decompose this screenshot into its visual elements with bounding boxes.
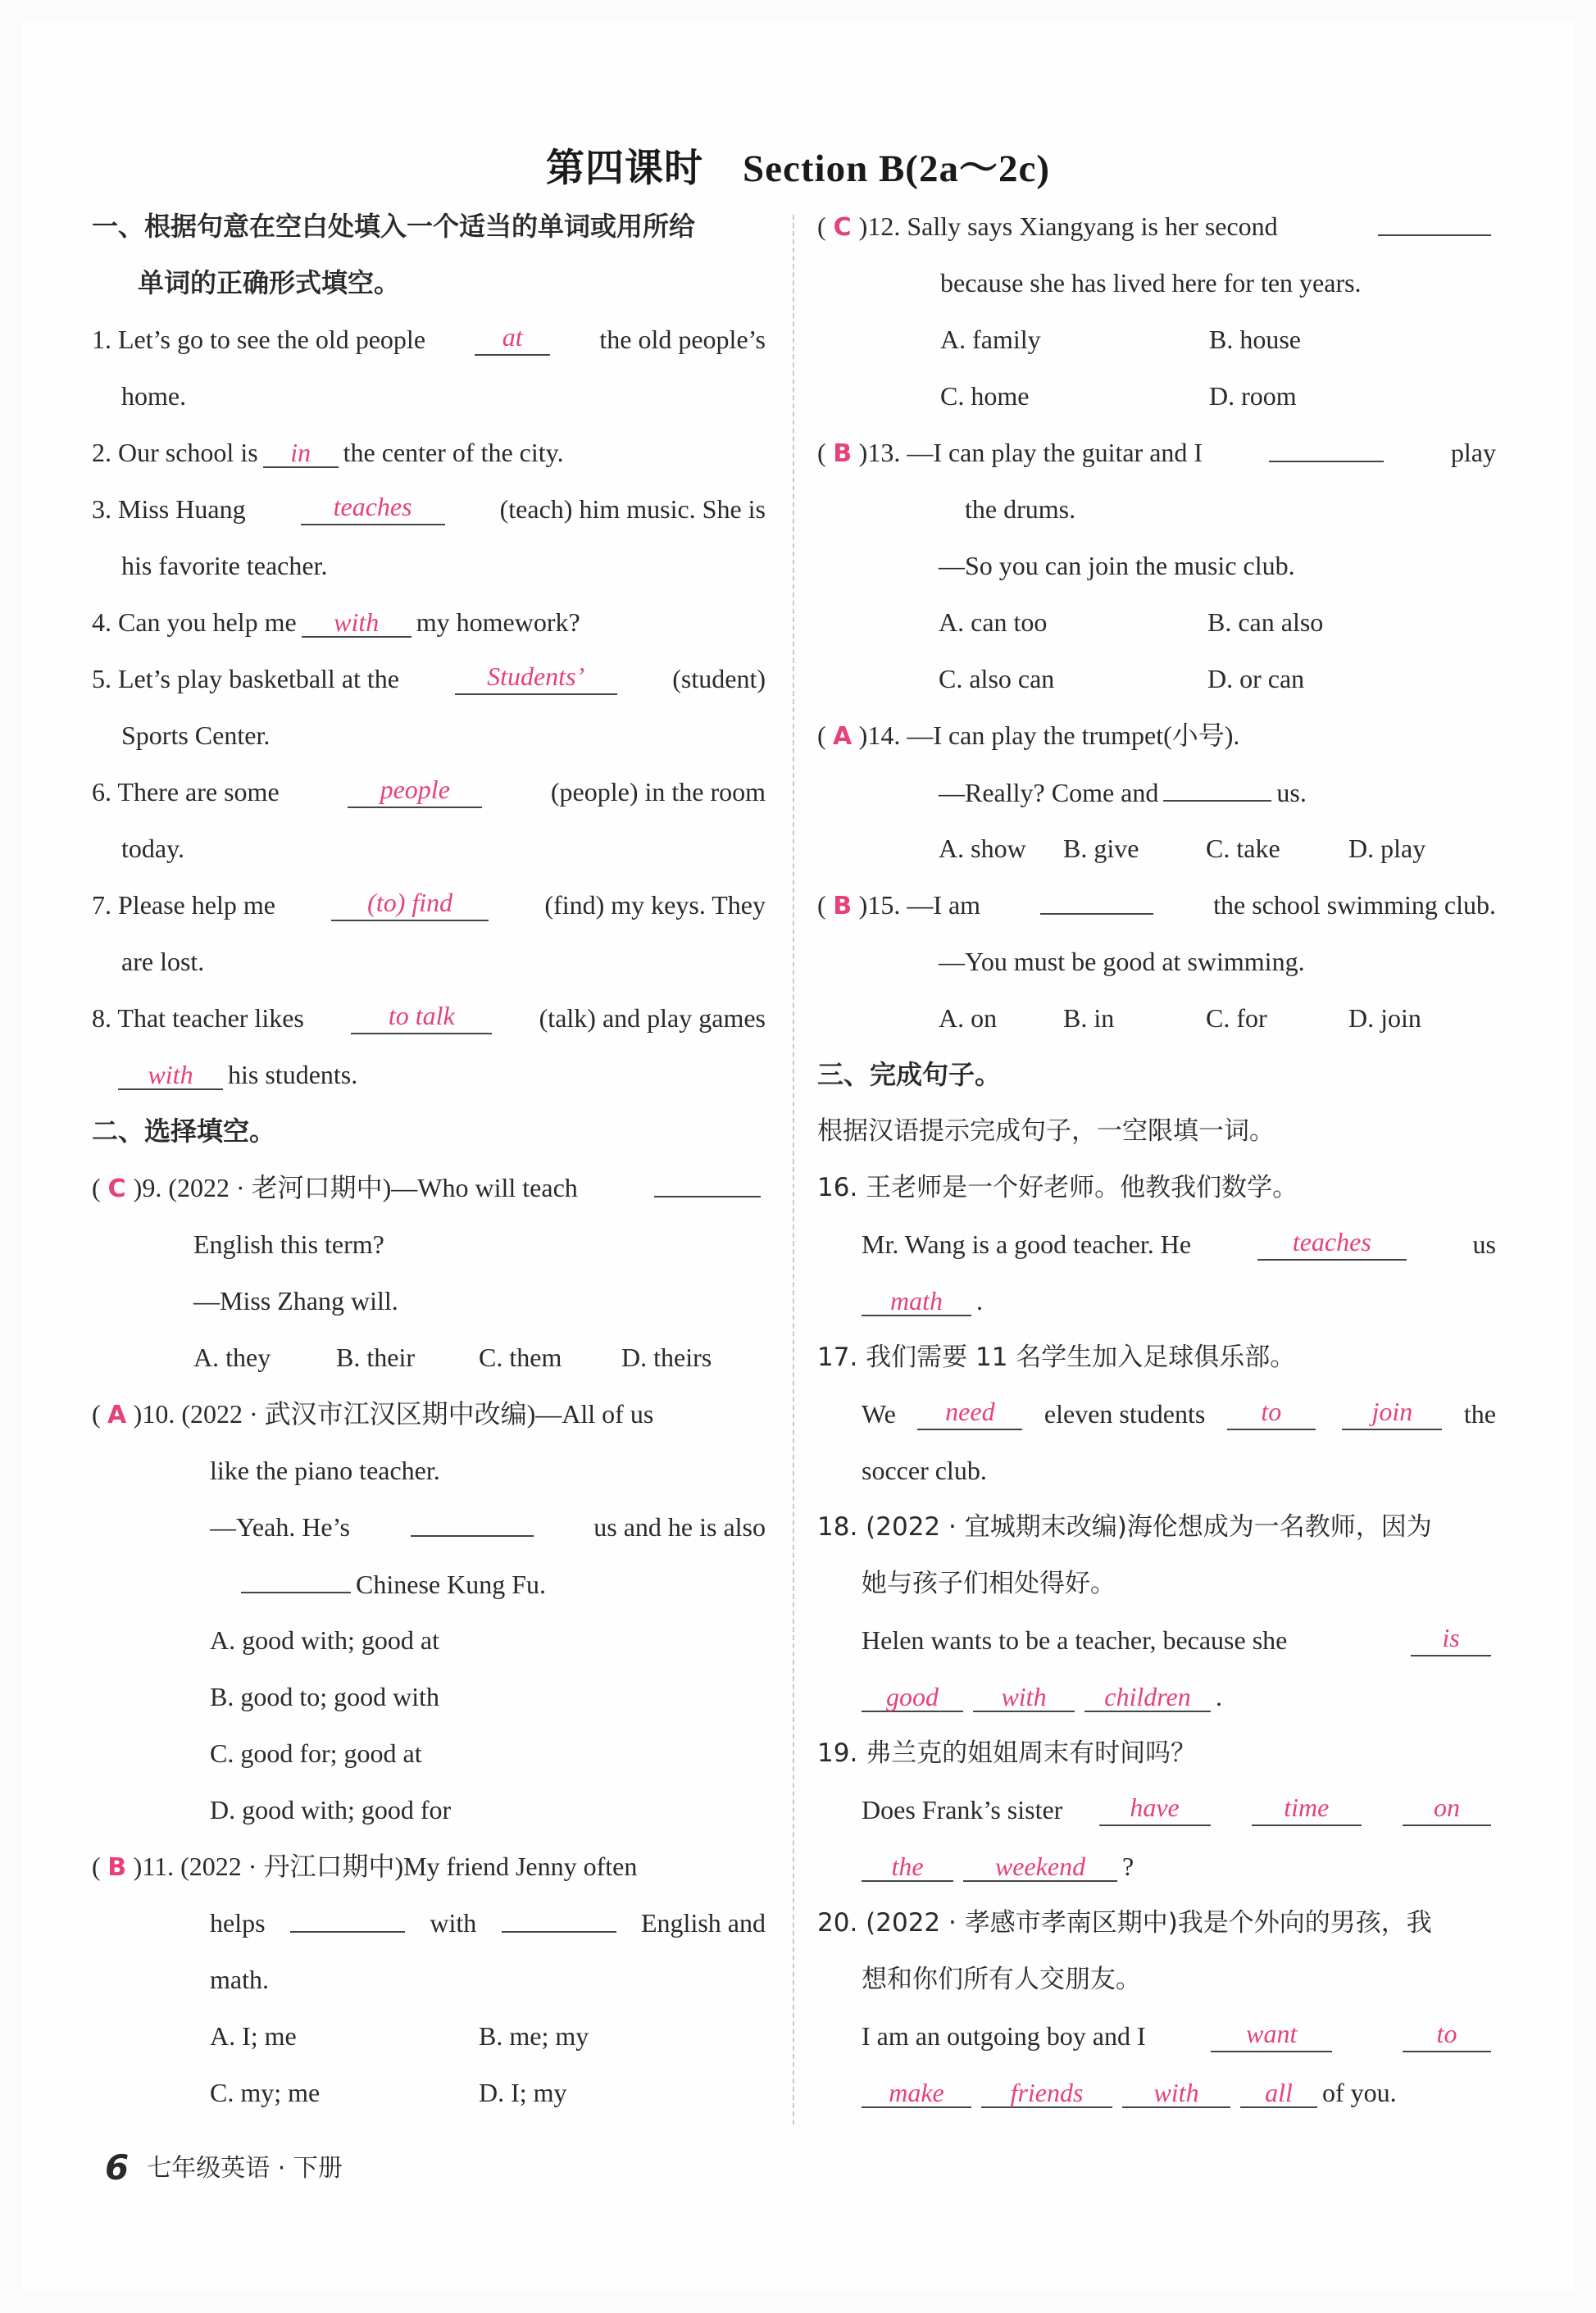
question-18 — [862, 1624, 1496, 1656]
q11-blank-1 — [290, 1906, 405, 1933]
q14-text-3: us. — [1276, 778, 1307, 807]
q5-answer: Students’ — [455, 662, 617, 695]
q16-text-3: . — [976, 1286, 983, 1316]
q16-chinese: 16. 王老师是一个好老师。他教我们数学。 — [817, 1173, 1298, 1202]
question-15: ( B )15. —I am the school swimming club. — [817, 888, 1496, 923]
q13-text: )13. —I can play the guitar and I — [858, 438, 1203, 467]
column-divider — [793, 215, 794, 2124]
q11-text-3: with — [430, 1908, 477, 1938]
q1-text: 1. Let’s go to see the old people — [92, 325, 426, 354]
q19-answer-2: time — [1252, 1793, 1362, 1826]
q9-blank — [654, 1171, 761, 1197]
part1-heading-cont: 单词的正确形式填空。 — [138, 267, 401, 298]
question-8 — [92, 1002, 766, 1034]
q10-text-3: —Yeah. He’s — [210, 1512, 350, 1542]
q17-chinese: 17. 我们需要 11 名学生加入足球俱乐部。 — [817, 1343, 1296, 1372]
q1-answer: at — [475, 323, 550, 356]
q13-option-a: A. can too — [939, 607, 1048, 637]
page-number: 6 — [105, 2147, 130, 2188]
q20-answer-4: friends — [981, 2079, 1112, 2108]
q8-text-3: his students. — [228, 1060, 358, 1089]
q9-option-b: B. their — [336, 1343, 415, 1372]
q12-blank — [1378, 210, 1491, 236]
q7-answer: (to) find — [331, 888, 489, 921]
q10-text-5: Chinese Kung Fu. — [356, 1570, 546, 1599]
q18-chinese-2: 她与孩子们相处得好。 — [862, 1569, 1116, 1598]
q17-text-4: soccer club. — [862, 1456, 987, 1485]
q11-text-4: English and — [641, 1908, 766, 1938]
q9-text-3: —Miss Zhang will. — [193, 1286, 398, 1316]
q14-text-2: —Really? Come and — [939, 778, 1159, 807]
q19-text: Does Frank’s sister — [862, 1795, 1063, 1824]
question-17 — [862, 1397, 1496, 1430]
question-10-line4 — [236, 1567, 546, 1601]
question-11: ( B )11. (2022 · 丹江口期中)My friend Jenny often — [92, 1850, 637, 1884]
question-7 — [92, 888, 766, 921]
q1-text-2: the old people’s — [599, 325, 766, 354]
q11-option-c: C. my; me — [210, 2078, 321, 2107]
q3-text-2: (teach) him music. She is — [499, 494, 766, 524]
q16-answer-2: math — [862, 1287, 971, 1316]
question-10: ( A )10. (2022 · 武汉市江汉区期中改编)—All of us — [92, 1397, 653, 1432]
part3-instruction: 根据汉语提示完成句子，一空限填一词。 — [817, 1116, 1275, 1146]
q7-text-3: are lost. — [121, 947, 205, 976]
question-19 — [862, 1793, 1496, 1826]
q20-text: I am an outgoing boy and I — [862, 2021, 1146, 2051]
q11-option-b: B. me; my — [479, 2021, 589, 2051]
q13-text-4: —So you can join the music club. — [939, 551, 1295, 580]
question-13: ( B )13. —I can play the guitar and I play — [817, 436, 1496, 470]
q19-chinese: 19. 弗兰克的姐姐周末有时间吗？ — [817, 1738, 1197, 1768]
q20-text-2: of you. — [1322, 2078, 1397, 2107]
q9-text-2: English this term? — [193, 1229, 384, 1259]
q13-options-row2 — [939, 662, 1398, 695]
q8-text-2: (talk) and play games — [539, 1003, 766, 1033]
question-14: ( A )14. —I can play the trumpet(小号). — [817, 719, 1239, 753]
q17-text: We — [862, 1399, 896, 1429]
q18-answer-1: is — [1411, 1624, 1491, 1656]
q13-key: B — [833, 439, 853, 468]
q10-text-4: us and he is also — [593, 1512, 766, 1542]
q14-text: )14. —I can play the trumpet(小号). — [858, 720, 1240, 750]
q5-text-2: (student) — [672, 664, 766, 693]
q18-text-2: . — [1216, 1682, 1222, 1711]
q13-text-2: play — [1450, 438, 1496, 467]
question-4 — [92, 606, 580, 638]
q9-option-a: A. they — [193, 1343, 271, 1372]
q16-text-2: us — [1472, 1229, 1496, 1259]
q19-answer-1: have — [1099, 1793, 1211, 1826]
q11-options-row2 — [210, 2076, 669, 2109]
q20-answer-2: to — [1403, 2020, 1491, 2052]
q17-text-2: eleven students — [1044, 1399, 1206, 1429]
q14-option-a: A. show — [939, 834, 1026, 863]
question-6 — [92, 775, 766, 808]
q13-options-row1 — [939, 606, 1398, 638]
question-2 — [92, 436, 564, 469]
q10-option-b: B. good to; good with — [210, 1682, 440, 1711]
q17-text-3: the — [1463, 1399, 1496, 1429]
question-1 — [92, 323, 766, 356]
q1-text-3: home. — [121, 381, 187, 411]
question-19-line2 — [857, 1850, 1134, 1883]
q10-key: A — [107, 1401, 127, 1429]
question-8-cont — [113, 1058, 357, 1091]
page-footer — [105, 2147, 343, 2188]
question-10-line3 — [210, 1511, 766, 1543]
q15-blank — [1040, 888, 1153, 915]
q17-answer-3: join — [1342, 1397, 1442, 1430]
q10-option-c: C. good for; good at — [210, 1738, 422, 1768]
q15-option-d: D. join — [1348, 1003, 1421, 1033]
q20-answer-1: want — [1211, 2020, 1332, 2052]
q10-blank-2 — [241, 1567, 351, 1593]
q14-blank — [1163, 775, 1271, 802]
q18-answer-3: with — [973, 1683, 1075, 1712]
q14-option-b: B. give — [1063, 834, 1139, 863]
q6-text: 6. There are some — [92, 777, 280, 807]
q12-option-a: A. family — [940, 325, 1041, 354]
q10-blank-1 — [411, 1511, 534, 1537]
q3-text: 3. Miss Huang — [92, 494, 246, 524]
q8-answer: to talk — [351, 1002, 492, 1034]
q12-option-b: B. house — [1209, 325, 1301, 354]
q9-option-d: D. theirs — [621, 1343, 712, 1372]
q11-key: B — [107, 1853, 127, 1882]
q15-options — [939, 1002, 1496, 1034]
q16-text: Mr. Wang is a good teacher. He — [862, 1229, 1192, 1259]
q17-answer-2: to — [1227, 1397, 1316, 1430]
q5-text-3: Sports Center. — [121, 720, 271, 750]
q19-answer-3: on — [1403, 1793, 1491, 1826]
question-16 — [862, 1228, 1496, 1261]
q18-answer-2: good — [862, 1683, 963, 1712]
q16-answer-1: teaches — [1257, 1228, 1407, 1261]
q9-key: C — [107, 1175, 126, 1203]
q9-text: )9. (2022 · 老河口期中)—Who will teach — [133, 1173, 578, 1202]
q19-text-2: ? — [1122, 1852, 1134, 1881]
q12-option-d: D. room — [1209, 381, 1297, 411]
q14-option-c: C. take — [1206, 834, 1280, 863]
q10-option-d: D. good with; good for — [210, 1795, 452, 1824]
page-title: 第四课时 Section B(2a～2c) — [546, 148, 1050, 190]
q20-answer-5: with — [1122, 2079, 1230, 2108]
q18-chinese-1: 18. (2022 · 宜城期末改编)海伦想成为一名教师，因为 — [817, 1512, 1432, 1542]
q4-text-2: my homework? — [416, 607, 580, 637]
q3-answer: teaches — [301, 493, 445, 525]
q12-options-row2 — [940, 379, 1399, 412]
q3-text-3: his favorite teacher. — [121, 551, 328, 580]
q12-option-c: C. home — [940, 381, 1030, 411]
q10-option-a: A. good with; good at — [210, 1625, 439, 1655]
question-5 — [92, 662, 766, 695]
q14-options — [939, 832, 1496, 865]
question-20 — [862, 2020, 1496, 2052]
q13-option-b: B. can also — [1207, 607, 1324, 637]
q8-answer-2: with — [118, 1061, 223, 1090]
q13-option-d: D. or can — [1207, 664, 1305, 693]
question-11-line2 — [210, 1906, 766, 1939]
question-18-line2 — [857, 1680, 1222, 1713]
q19-answer-5: weekend — [963, 1852, 1117, 1882]
q15-option-c: C. for — [1206, 1003, 1267, 1033]
question-14-line2 — [939, 775, 1307, 809]
q20-chinese-1: 20. (2022 · 孝感市孝南区期中)我是个外向的男孩，我 — [817, 1908, 1432, 1938]
q2-text: 2. Our school is — [92, 438, 258, 467]
q8-text: 8. That teacher likes — [92, 1003, 304, 1033]
question-3 — [92, 493, 766, 525]
part3-heading: 三、完成句子。 — [817, 1059, 1002, 1090]
q15-key: B — [833, 892, 853, 920]
q7-text-2: (find) my keys. They — [544, 890, 766, 920]
part1-heading: 一、根据句意在空白处填入一个适当的单词或用所给 — [92, 211, 696, 242]
q12-options-row1 — [940, 323, 1399, 356]
q11-blank-2 — [502, 1906, 616, 1933]
q13-blank — [1269, 436, 1384, 462]
q20-answer-3: make — [862, 2079, 971, 2108]
q15-option-b: B. in — [1063, 1003, 1115, 1033]
q4-answer: with — [302, 608, 412, 638]
q11-text-2: helps — [210, 1908, 266, 1938]
q12-key: C — [833, 213, 852, 242]
page-background — [21, 21, 1575, 2292]
q20-chinese-2: 想和你们所有人交朋友。 — [862, 1965, 1141, 1994]
q19-answer-4: the — [862, 1852, 953, 1882]
q6-text-3: today. — [121, 834, 185, 863]
q11-options-row1 — [210, 2020, 669, 2052]
q10-text: )10. (2022 · 武汉市江汉区期中改编)—All of us — [133, 1399, 654, 1429]
q11-text: )11. (2022 · 丹江口期中)My friend Jenny often — [133, 1852, 638, 1881]
q9-option-c: C. them — [479, 1343, 562, 1372]
q17-answer-1: need — [917, 1397, 1022, 1430]
q12-text: )12. Sally says Xiangyang is her second — [858, 211, 1278, 241]
q18-answer-4: children — [1084, 1683, 1211, 1712]
q2-answer: in — [263, 439, 339, 468]
q10-text-2: like the piano teacher. — [210, 1456, 440, 1485]
q6-text-2: (people) in the room — [550, 777, 766, 807]
q14-option-d: D. play — [1348, 834, 1426, 863]
q20-answer-6: all — [1240, 2079, 1317, 2108]
q9-options — [193, 1341, 759, 1374]
q15-option-a: A. on — [939, 1003, 998, 1033]
q18-text: Helen wants to be a teacher, because she — [862, 1625, 1288, 1655]
q6-answer: people — [348, 775, 482, 808]
q12-text-2: because she has lived here for ten years. — [940, 268, 1362, 298]
q15-text-3: —You must be good at swimming. — [939, 947, 1305, 976]
q11-option-a: A. I; me — [210, 2021, 297, 2051]
q7-text: 7. Please help me — [92, 890, 275, 920]
question-9: ( C )9. (2022 · 老河口期中)—Who will teach — [92, 1171, 766, 1206]
book-title: 七年级英语 · 下册 — [147, 2154, 343, 2183]
q11-option-d: D. I; my — [479, 2078, 567, 2107]
q13-option-c: C. also can — [939, 664, 1055, 693]
q15-text: )15. —I am — [858, 890, 981, 920]
q13-text-3: the drums. — [965, 494, 1076, 524]
question-20-line2 — [857, 2076, 1397, 2109]
question-16-line2 — [857, 1284, 983, 1317]
part2-heading: 二、选择填空。 — [92, 1116, 276, 1147]
q4-text: 4. Can you help me — [92, 607, 297, 637]
q11-text-5: math. — [210, 1965, 269, 1994]
question-12: ( C )12. Sally says Xiangyang is her second — [817, 210, 1496, 244]
q15-text-2: the school swimming club. — [1213, 890, 1496, 920]
q14-key: A — [833, 722, 853, 751]
q5-text: 5. Let’s play basketball at the — [92, 664, 399, 693]
q2-text-2: the center of the city. — [343, 438, 564, 467]
